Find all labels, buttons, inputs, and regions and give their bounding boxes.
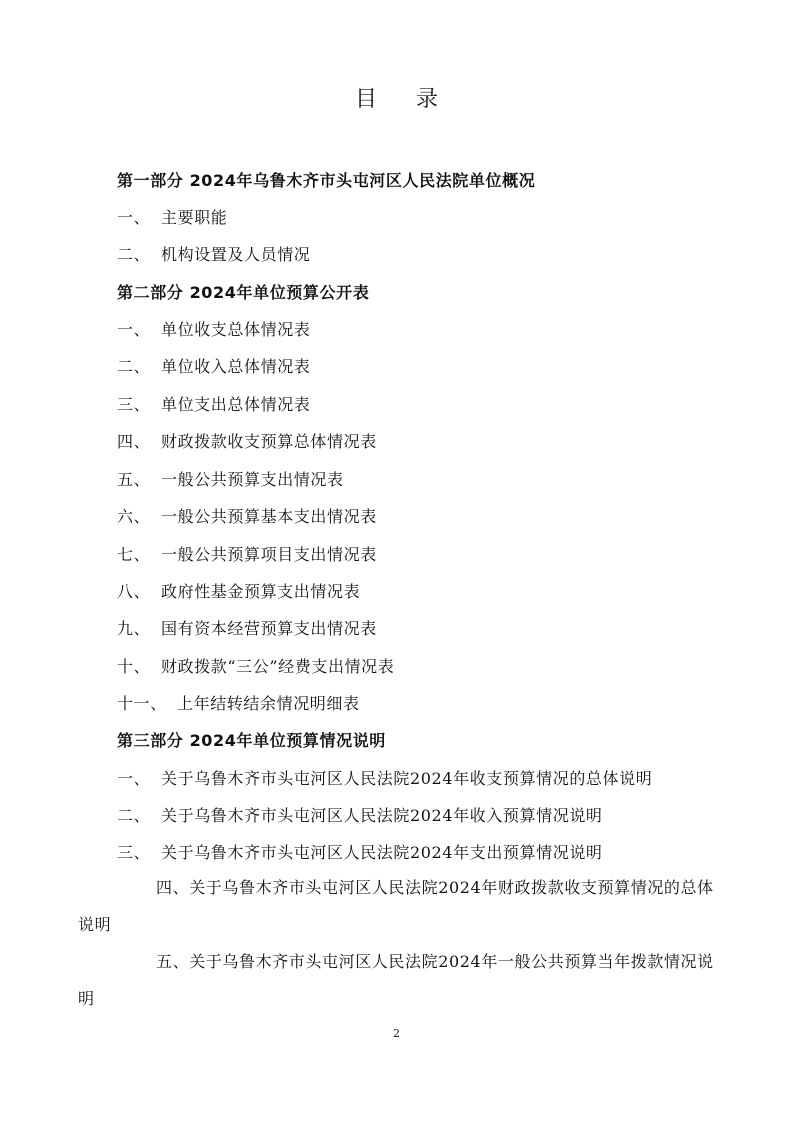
item-label: 主要职能	[161, 208, 228, 227]
part3-heading: 第三部分 2024年单位预算情况说明	[117, 731, 386, 750]
toc-item[interactable]	[117, 317, 717, 340]
item-number: 一、	[117, 320, 151, 339]
item-number: 七、	[117, 545, 151, 564]
toc-item[interactable]	[117, 354, 717, 377]
toc-item[interactable]	[117, 242, 717, 265]
item-label: 国有资本经营预算支出情况表	[161, 619, 377, 638]
item-number: 十一、	[117, 694, 167, 713]
toc-item[interactable]	[117, 504, 717, 527]
item-number: 四、	[156, 878, 190, 897]
item-label: 一般公共预算基本支出情况表	[161, 507, 377, 526]
item-label: 关于乌鲁木齐市头屯河区人民法院2024年一般公共预算当年拨款情况说明	[78, 952, 714, 1008]
item-label: 关于乌鲁木齐市头屯河区人民法院2024年收支预算情况的总体说明	[161, 769, 653, 788]
toc-item[interactable]	[78, 869, 718, 943]
item-number: 十、	[117, 657, 151, 676]
part2-heading: 第二部分 2024年单位预算公开表	[117, 283, 370, 302]
item-label: 财政拨款收支预算总体情况表	[161, 432, 377, 451]
toc-item[interactable]	[117, 691, 717, 714]
toc-item[interactable]	[117, 467, 717, 490]
item-label: 上年结转结余情况明细表	[177, 694, 360, 713]
toc-item[interactable]	[117, 616, 717, 639]
toc-item[interactable]	[117, 392, 717, 415]
item-label: 单位收入总体情况表	[161, 357, 311, 376]
item-label: 关于乌鲁木齐市头屯河区人民法院2024年收入预算情况说明	[161, 806, 603, 825]
item-label: 一般公共预算项目支出情况表	[161, 545, 377, 564]
item-label: 关于乌鲁木齐市头屯河区人民法院2024年财政拨款收支预算情况的总体说明	[78, 878, 714, 934]
item-number: 五、	[117, 470, 151, 489]
item-number: 六、	[117, 507, 151, 526]
toc-item[interactable]	[117, 840, 717, 863]
toc-item[interactable]	[78, 943, 718, 1017]
item-label: 财政拨款“三公”经费支出情况表	[161, 657, 395, 676]
item-number: 一、	[117, 769, 151, 788]
toc-item[interactable]	[117, 654, 717, 677]
item-number: 九、	[117, 619, 151, 638]
toc-item[interactable]	[117, 579, 717, 602]
toc-item[interactable]	[117, 205, 717, 228]
item-label: 单位支出总体情况表	[161, 395, 311, 414]
toc-item[interactable]	[117, 542, 717, 565]
item-number: 二、	[117, 357, 151, 376]
item-number: 三、	[117, 395, 151, 414]
item-label: 一般公共预算支出情况表	[161, 470, 344, 489]
item-label: 机构设置及人员情况	[161, 245, 311, 264]
item-label: 单位收支总体情况表	[161, 320, 311, 339]
item-number: 八、	[117, 582, 151, 601]
part1-heading: 第一部分 2024年乌鲁木齐市头屯河区人民法院单位概况	[117, 171, 536, 190]
item-number: 三、	[117, 843, 151, 862]
toc-item[interactable]	[117, 803, 717, 826]
item-number: 二、	[117, 245, 151, 264]
toc-item[interactable]	[117, 766, 717, 789]
toc-title: 目 录	[355, 87, 454, 112]
item-label: 政府性基金预算支出情况表	[161, 582, 361, 601]
item-number: 一、	[117, 208, 151, 227]
item-number: 二、	[117, 806, 151, 825]
toc-item[interactable]	[117, 429, 717, 452]
page-number: 2	[393, 1027, 400, 1040]
item-number: 四、	[117, 432, 151, 451]
item-label: 关于乌鲁木齐市头屯河区人民法院2024年支出预算情况说明	[161, 843, 603, 862]
item-number: 五、	[156, 952, 190, 971]
